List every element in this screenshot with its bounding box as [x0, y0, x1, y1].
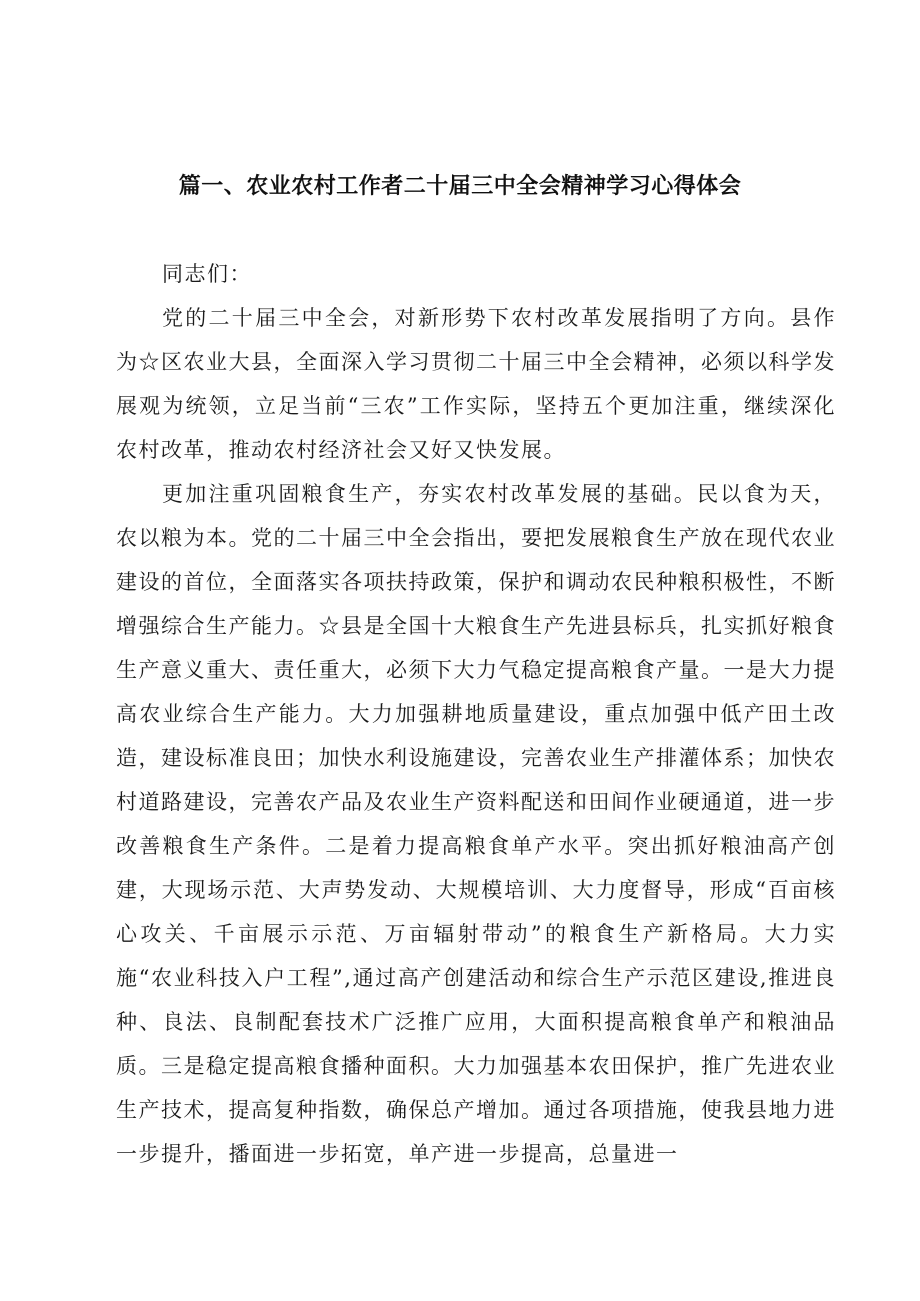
- salutation: 同志们：: [162, 262, 252, 286]
- paragraph-2: 更加注重巩固粮食生产，夯实农村改革发展的基础。民以食为天，农以粮为本。党的二十届三中全会指出，要把发展粮食生产放在现代农业建设的首位，全面落实各项扶持政策，保护和调动农民种粮积极性，不断增强综合生产能力。☆县是全国十大粮食生产先进县标兵，扎实抓好粮食生产意义重大、责任重大，必须下大力气稳定提高粮食产量。一是大力提高农业综合生产能力。大力加强耕地质量建设，重点加强中低产田土改造，建设标准良田；加快水利设施建设，完善农业生产排灌体系；加快农村道路建设，完善农产品及农业生产资料配送和田间作业硬通道，进一步改善粮食生产条件。二是着力提高粮食单产水平。突出抓好粮油高产创建，大现场示范、大声势发动、大规模培训、大力度督导，形成“百亩核心攻关、千亩展示示范、万亩辐射带动”的粮食生产新格局。大力实施“农业科技入户工程”,通过高产创建活动和综合生产示范区建设,推进良种、良法、良制配套技术广泛推广应用，大面积提高粮食单产和粮油品质。三是稳定提高粮食播种面积。大力加强基本农田保护，推广先进农业生产技术，提高复种指数，确保总产增加。通过各项措施，使我县地力进一步提升，播面进一步拓宽，单产进一步提高，总量进一: [116, 482, 836, 1166]
- document-title: 篇一、农业农村工作者二十届三中全会精神学习心得体会: [178, 174, 742, 199]
- paragraph-1: 党的二十届三中全会，对新形势下农村改革发展指明了方向。县作为☆区农业大县，全面深入学习贯彻二十届三中全会精神，必须以科学发展观为统领，立足当前“三农”工作实际，坚持五个更加注重，继续深化农村改革，推动农村经济社会又好又快发展。: [116, 306, 836, 462]
